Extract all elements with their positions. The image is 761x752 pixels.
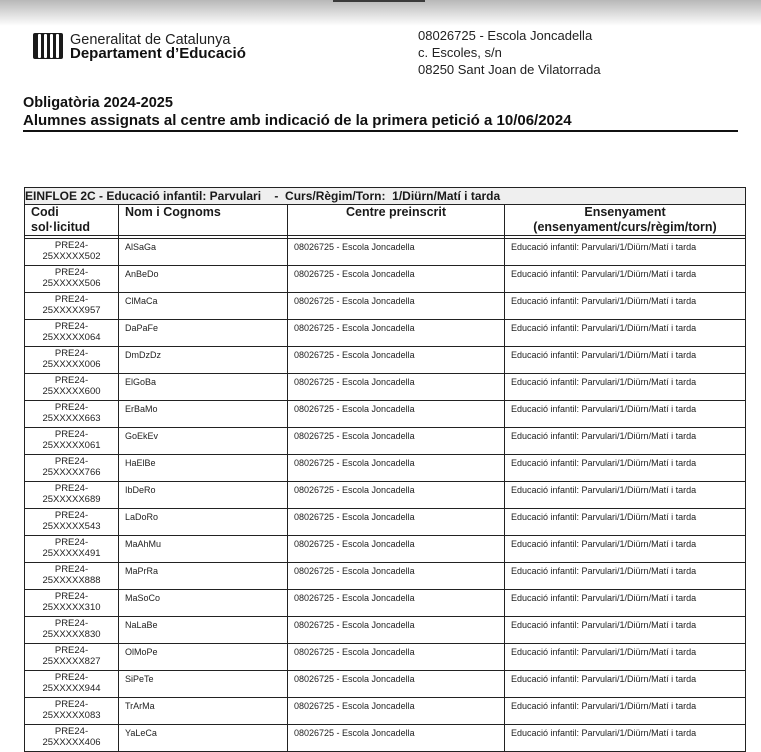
student-name: OlMoPe xyxy=(119,644,288,671)
student-name: YaLeCa xyxy=(119,725,288,752)
request-code-prefix: PRE24- xyxy=(54,699,89,710)
request-code xyxy=(25,536,119,563)
request-code-prefix: PRE24- xyxy=(54,267,89,278)
col-header-ens-line2: (ensenyament/curs/règim/torn) xyxy=(533,220,717,234)
request-code xyxy=(25,320,119,347)
ensenyament: Educació infantil: Parvulari/1/Diürn/Matí i tarda xyxy=(505,644,746,671)
col-header-code-line2: sol·licitud xyxy=(31,220,91,234)
request-code xyxy=(25,482,119,509)
request-code-prefix: PRE24- xyxy=(54,375,89,386)
table-row xyxy=(25,320,746,347)
request-code-prefix: PRE24- xyxy=(54,591,89,602)
column-header-row xyxy=(25,205,746,236)
table-row xyxy=(25,266,746,293)
preinscribed-centre: 08026725 - Escola Joncadella xyxy=(288,293,505,320)
school-city: 08250 Sant Joan de Vilatorrada xyxy=(418,62,601,77)
title-divider xyxy=(23,130,738,132)
request-code xyxy=(25,644,119,671)
student-name: AlSaGa xyxy=(119,239,288,266)
col-header-ens-line1: Ensenyament xyxy=(584,205,666,219)
student-name: IbDeRo xyxy=(119,482,288,509)
request-code-suffix: 25XXXXX543 xyxy=(42,521,101,532)
table-row xyxy=(25,428,746,455)
ensenyament: Educació infantil: Parvulari/1/Diürn/Matí i tarda xyxy=(505,509,746,536)
table-row xyxy=(25,617,746,644)
student-name: LaDoRo xyxy=(119,509,288,536)
table-row xyxy=(25,509,746,536)
document-titles xyxy=(23,95,572,129)
table-row xyxy=(25,482,746,509)
request-code-suffix: 25XXXXX006 xyxy=(42,359,101,370)
request-code-suffix: 25XXXXX061 xyxy=(42,440,101,451)
col-header-code-line1: Codi xyxy=(31,205,59,219)
school-name: 08026725 - Escola Joncadella xyxy=(418,28,593,43)
table-row xyxy=(25,401,746,428)
table-row xyxy=(25,671,746,698)
request-code xyxy=(25,563,119,590)
table-row xyxy=(25,698,746,725)
request-code xyxy=(25,347,119,374)
preinscribed-centre: 08026725 - Escola Joncadella xyxy=(288,617,505,644)
request-code-suffix: 25XXXXX083 xyxy=(42,710,101,721)
col-header-centre-label: Centre preinscrit xyxy=(345,205,447,219)
ensenyament: Educació infantil: Parvulari/1/Diürn/Matí i tarda xyxy=(505,563,746,590)
table-row xyxy=(25,374,746,401)
request-code xyxy=(25,401,119,428)
request-code-suffix: 25XXXXX888 xyxy=(42,575,101,586)
request-code-prefix: PRE24- xyxy=(54,564,89,575)
preinscribed-centre: 08026725 - Escola Joncadella xyxy=(288,590,505,617)
student-name: MaPrRa xyxy=(119,563,288,590)
request-code-suffix: 25XXXXX663 xyxy=(42,413,101,424)
ensenyament: Educació infantil: Parvulari/1/Diürn/Matí i tarda xyxy=(505,293,746,320)
school-street: c. Escoles, s/n xyxy=(418,45,502,60)
request-code xyxy=(25,509,119,536)
request-code-suffix: 25XXXXX830 xyxy=(42,629,101,640)
group-header-row xyxy=(25,188,746,205)
ensenyament: Educació infantil: Parvulari/1/Diürn/Matí i tarda xyxy=(505,455,746,482)
preinscribed-centre: 08026725 - Escola Joncadella xyxy=(288,374,505,401)
viewer-handle[interactable] xyxy=(333,0,425,2)
org-name: Generalitat de Catalunya xyxy=(70,32,231,48)
ensenyament: Educació infantil: Parvulari/1/Diürn/Matí i tarda xyxy=(505,671,746,698)
preinscribed-centre: 08026725 - Escola Joncadella xyxy=(288,401,505,428)
request-code xyxy=(25,725,119,752)
request-code-suffix: 25XXXXX406 xyxy=(42,737,101,748)
student-name: MaAhMu xyxy=(119,536,288,563)
school-address xyxy=(418,27,601,78)
request-code xyxy=(25,455,119,482)
request-code xyxy=(25,671,119,698)
request-code-suffix: 25XXXXX506 xyxy=(42,278,101,289)
request-code-prefix: PRE24- xyxy=(54,348,89,359)
request-code-prefix: PRE24- xyxy=(54,618,89,629)
request-code-suffix: 25XXXXX310 xyxy=(42,602,101,613)
table-row xyxy=(25,239,746,266)
preinscribed-centre: 08026725 - Escola Joncadella xyxy=(288,644,505,671)
ensenyament: Educació infantil: Parvulari/1/Diürn/Matí i tarda xyxy=(505,536,746,563)
table-row xyxy=(25,347,746,374)
ensenyament: Educació infantil: Parvulari/1/Diürn/Matí i tarda xyxy=(505,347,746,374)
preinscribed-centre: 08026725 - Escola Joncadella xyxy=(288,725,505,752)
table-row xyxy=(25,590,746,617)
doc-subtitle: Alumnes assignats al centre amb indicació de la primera petició a 10/06/2024 xyxy=(23,112,572,129)
request-code-suffix: 25XXXXX689 xyxy=(42,494,101,505)
preinscribed-centre: 08026725 - Escola Joncadella xyxy=(288,671,505,698)
request-code xyxy=(25,266,119,293)
student-name: AnBeDo xyxy=(119,266,288,293)
ensenyament: Educació infantil: Parvulari/1/Diürn/Matí i tarda xyxy=(505,725,746,752)
request-code-prefix: PRE24- xyxy=(54,429,89,440)
col-header-centre xyxy=(288,205,505,236)
viewer-top-bar xyxy=(0,0,761,26)
request-code-prefix: PRE24- xyxy=(54,510,89,521)
ensenyament: Educació infantil: Parvulari/1/Diürn/Matí i tarda xyxy=(505,374,746,401)
table-row xyxy=(25,536,746,563)
request-code xyxy=(25,428,119,455)
request-code-prefix: PRE24- xyxy=(54,726,89,737)
student-name: DmDzDz xyxy=(119,347,288,374)
student-name: ClMaCa xyxy=(119,293,288,320)
request-code-prefix: PRE24- xyxy=(54,240,89,251)
table-row xyxy=(25,293,746,320)
preinscribed-centre: 08026725 - Escola Joncadella xyxy=(288,428,505,455)
preinscribed-centre: 08026725 - Escola Joncadella xyxy=(288,482,505,509)
student-name: GoEkEv xyxy=(119,428,288,455)
request-code xyxy=(25,374,119,401)
request-code xyxy=(25,239,119,266)
col-header-code xyxy=(25,205,119,236)
table-row xyxy=(25,563,746,590)
ensenyament: Educació infantil: Parvulari/1/Diürn/Matí i tarda xyxy=(505,590,746,617)
col-header-name xyxy=(119,205,288,236)
student-name: ElGoBa xyxy=(119,374,288,401)
table-row xyxy=(25,644,746,671)
request-code xyxy=(25,617,119,644)
student-name: DaPaFe xyxy=(119,320,288,347)
ensenyament: Educació infantil: Parvulari/1/Diürn/Matí i tarda xyxy=(505,482,746,509)
request-code xyxy=(25,293,119,320)
preinscribed-centre: 08026725 - Escola Joncadella xyxy=(288,266,505,293)
ensenyament: Educació infantil: Parvulari/1/Diürn/Matí i tarda xyxy=(505,401,746,428)
request-code-prefix: PRE24- xyxy=(54,672,89,683)
header-logo xyxy=(33,33,246,61)
student-name: NaLaBe xyxy=(119,617,288,644)
preinscribed-centre: 08026725 - Escola Joncadella xyxy=(288,536,505,563)
request-code-prefix: PRE24- xyxy=(54,321,89,332)
preinscribed-centre: 08026725 - Escola Joncadella xyxy=(288,239,505,266)
request-code-prefix: PRE24- xyxy=(54,456,89,467)
request-code xyxy=(25,590,119,617)
table-row xyxy=(25,725,746,752)
request-code-prefix: PRE24- xyxy=(54,645,89,656)
ensenyament: Educació infantil: Parvulari/1/Diürn/Matí i tarda xyxy=(505,320,746,347)
ensenyament: Educació infantil: Parvulari/1/Diürn/Matí i tarda xyxy=(505,617,746,644)
request-code-suffix: 25XXXXX491 xyxy=(42,548,101,559)
students-table xyxy=(24,187,746,752)
student-name: SiPeTe xyxy=(119,671,288,698)
ensenyament: Educació infantil: Parvulari/1/Diürn/Matí i tarda xyxy=(505,698,746,725)
preinscribed-centre: 08026725 - Escola Joncadella xyxy=(288,455,505,482)
col-header-name-label: Nom i Cognoms xyxy=(125,205,221,219)
preinscribed-centre: 08026725 - Escola Joncadella xyxy=(288,320,505,347)
preinscribed-centre: 08026725 - Escola Joncadella xyxy=(288,563,505,590)
request-code-prefix: PRE24- xyxy=(54,402,89,413)
request-code-suffix: 25XXXXX944 xyxy=(42,683,101,694)
col-header-ensenyament xyxy=(505,205,746,236)
request-code-suffix: 25XXXXX827 xyxy=(42,656,101,667)
preinscribed-centre: 08026725 - Escola Joncadella xyxy=(288,698,505,725)
request-code xyxy=(25,698,119,725)
table-row xyxy=(25,455,746,482)
student-name: MaSoCo xyxy=(119,590,288,617)
request-code-suffix: 25XXXXX064 xyxy=(42,332,101,343)
request-code-prefix: PRE24- xyxy=(54,537,89,548)
request-code-prefix: PRE24- xyxy=(54,294,89,305)
ensenyament: Educació infantil: Parvulari/1/Diürn/Matí i tarda xyxy=(505,239,746,266)
doc-title: Obligatòria 2024-2025 xyxy=(23,95,173,111)
department-name: Departament d’Educació xyxy=(70,45,246,62)
ensenyament: Educació infantil: Parvulari/1/Diürn/Matí i tarda xyxy=(505,266,746,293)
ensenyament: Educació infantil: Parvulari/1/Diürn/Matí i tarda xyxy=(505,428,746,455)
student-name: TrArMa xyxy=(119,698,288,725)
request-code-suffix: 25XXXXX766 xyxy=(42,467,101,478)
group-title: EINFLOE 2C - Educació infantil: Parvulari - Curs/Règim/Torn: 1/Diürn/Matí i tarda xyxy=(25,188,746,205)
generalitat-logo-icon xyxy=(33,33,63,59)
student-name: HaElBe xyxy=(119,455,288,482)
request-code-prefix: PRE24- xyxy=(54,483,89,494)
preinscribed-centre: 08026725 - Escola Joncadella xyxy=(288,347,505,374)
request-code-suffix: 25XXXXX502 xyxy=(42,251,101,262)
student-name: ErBaMo xyxy=(119,401,288,428)
preinscribed-centre: 08026725 - Escola Joncadella xyxy=(288,509,505,536)
request-code-suffix: 25XXXXX957 xyxy=(42,305,101,316)
request-code-suffix: 25XXXXX600 xyxy=(42,386,101,397)
